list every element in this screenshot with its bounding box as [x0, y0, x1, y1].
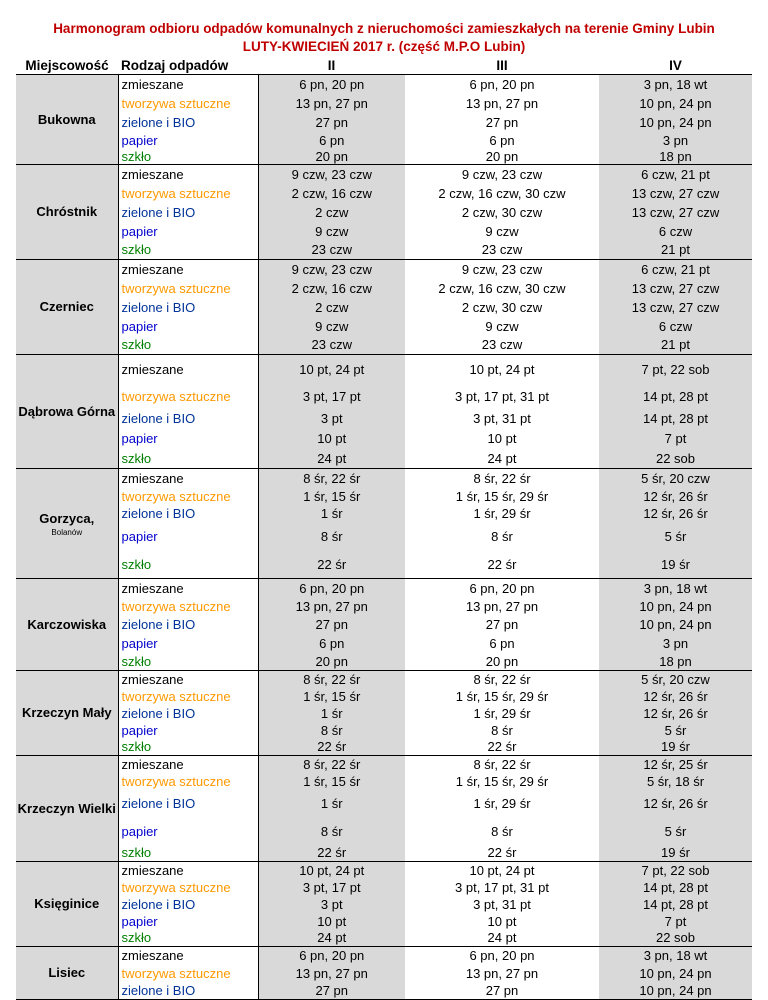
pickup-dates-ii: 3 pt, 17 pt — [258, 385, 405, 409]
table-row — [16, 241, 752, 260]
pickup-dates-iii: 1 śr, 29 śr — [405, 505, 599, 522]
pickup-dates-iii: 3 pt, 17 pt, 31 pt — [405, 385, 599, 409]
pickup-dates-iv: 12 śr, 26 śr — [599, 688, 752, 705]
pickup-dates-iii: 1 śr, 29 śr — [405, 790, 599, 818]
table-row — [16, 616, 752, 634]
pickup-dates-ii: 27 pn — [258, 113, 405, 132]
pickup-dates-ii: 13 pn, 27 pn — [258, 94, 405, 113]
table-row — [16, 598, 752, 616]
pickup-dates-ii: 22 śr — [258, 551, 405, 579]
waste-type: szkło — [118, 845, 258, 862]
table-row — [16, 705, 752, 722]
pickup-dates-iii: 2 czw, 16 czw, 30 czw — [405, 279, 599, 298]
table-row — [16, 298, 752, 317]
table-row — [16, 739, 752, 756]
table-row — [16, 983, 752, 1000]
waste-type: zmieszane — [118, 355, 258, 385]
pickup-dates-iii: 13 pn, 27 pn — [405, 965, 599, 983]
pickup-dates-iv: 5 śr, 20 czw — [599, 671, 752, 688]
waste-type: papier — [118, 818, 258, 845]
pickup-dates-ii: 1 śr, 15 śr — [258, 773, 405, 790]
location-cell — [16, 260, 118, 355]
pickup-dates-iv: 21 pt — [599, 241, 752, 260]
pickup-dates-ii: 24 pt — [258, 449, 405, 469]
pickup-dates-iv: 3 pn, 18 wt — [599, 947, 752, 965]
table-row — [16, 671, 752, 688]
table-row — [16, 260, 752, 279]
pickup-dates-ii: 6 pn, 20 pn — [258, 75, 405, 94]
table-row — [16, 579, 752, 598]
table-row — [16, 818, 752, 845]
table-row — [16, 409, 752, 429]
table-row — [16, 845, 752, 862]
header-location: Miejscowość — [16, 56, 118, 75]
pickup-dates-iv: 10 pn, 24 pn — [599, 113, 752, 132]
location-subname: Bolanów — [51, 527, 83, 537]
pickup-dates-iii: 3 pt, 17 pt, 31 pt — [405, 879, 599, 896]
pickup-dates-iii: 6 pn — [405, 132, 599, 149]
pickup-dates-ii: 10 pt, 24 pt — [258, 862, 405, 879]
table-row — [16, 222, 752, 241]
pickup-dates-ii: 24 pt — [258, 930, 405, 947]
table-row — [16, 94, 752, 113]
pickup-dates-iii: 10 pt — [405, 913, 599, 930]
waste-type: zmieszane — [118, 165, 258, 184]
pickup-dates-iv: 5 śr — [599, 522, 752, 551]
pickup-dates-ii: 8 śr, 22 śr — [258, 469, 405, 488]
pickup-dates-iii: 10 pt, 24 pt — [405, 862, 599, 879]
pickup-dates-ii: 2 czw, 16 czw — [258, 184, 405, 203]
waste-type: szkło — [118, 930, 258, 947]
pickup-dates-iv: 7 pt — [599, 429, 752, 449]
location-name: Lisiec — [48, 965, 86, 980]
waste-type: tworzywa sztuczne — [118, 598, 258, 616]
pickup-dates-ii: 9 czw — [258, 317, 405, 336]
document-title: Harmonogram odbioru odpadów komunalnych z nieruchomości zamieszkałych na terenie Gminy Lubin — [53, 21, 715, 36]
table-row — [16, 654, 752, 671]
location-name: Dąbrowa Górna — [18, 403, 116, 419]
pickup-dates-iv: 21 pt — [599, 336, 752, 355]
table-row — [16, 279, 752, 298]
pickup-dates-iv: 3 pn, 18 wt — [599, 579, 752, 598]
pickup-dates-ii: 10 pt — [258, 429, 405, 449]
table-row — [16, 862, 752, 879]
pickup-dates-iii: 27 pn — [405, 983, 599, 1000]
table-row — [16, 203, 752, 222]
schedule-table — [16, 56, 752, 1000]
location-name: Karczowiska — [27, 616, 107, 632]
location-cell — [16, 469, 118, 579]
pickup-dates-iv: 14 pt, 28 pt — [599, 385, 752, 409]
table-row — [16, 896, 752, 913]
waste-type: tworzywa sztuczne — [118, 385, 258, 409]
pickup-dates-ii: 1 śr — [258, 705, 405, 722]
table-row — [16, 522, 752, 551]
waste-type: tworzywa sztuczne — [118, 279, 258, 298]
waste-type: zmieszane — [118, 756, 258, 773]
waste-type: zielone i BIO — [118, 790, 258, 818]
pickup-dates-iii: 10 pt — [405, 429, 599, 449]
location-name: Czerniec — [39, 299, 94, 314]
pickup-dates-iv: 10 pn, 24 pn — [599, 598, 752, 616]
pickup-dates-ii: 23 czw — [258, 241, 405, 260]
pickup-dates-iii: 8 śr — [405, 818, 599, 845]
waste-type: zmieszane — [118, 862, 258, 879]
table-row — [16, 488, 752, 505]
pickup-dates-iv: 6 czw, 21 pt — [599, 165, 752, 184]
table-row — [16, 429, 752, 449]
pickup-dates-iii: 8 śr — [405, 522, 599, 551]
pickup-dates-iii: 27 pn — [405, 616, 599, 634]
pickup-dates-iv: 6 czw, 21 pt — [599, 260, 752, 279]
header-row — [16, 56, 752, 75]
header-month-iii: III — [405, 56, 599, 75]
pickup-dates-ii: 1 śr, 15 śr — [258, 488, 405, 505]
pickup-dates-iii: 22 śr — [405, 739, 599, 756]
table-row — [16, 688, 752, 705]
pickup-dates-iii: 10 pt, 24 pt — [405, 355, 599, 385]
pickup-dates-ii: 6 pn, 20 pn — [258, 579, 405, 598]
pickup-dates-ii: 6 pn — [258, 132, 405, 149]
pickup-dates-iii: 6 pn — [405, 634, 599, 654]
table-row — [16, 722, 752, 739]
pickup-dates-iii: 22 śr — [405, 551, 599, 579]
waste-type: zielone i BIO — [118, 616, 258, 634]
pickup-dates-iv: 19 śr — [599, 739, 752, 756]
table-row — [16, 317, 752, 336]
pickup-dates-iii: 6 pn, 20 pn — [405, 75, 599, 94]
table-row — [16, 184, 752, 203]
table-row — [16, 947, 752, 965]
pickup-dates-iii: 13 pn, 27 pn — [405, 94, 599, 113]
waste-type: zielone i BIO — [118, 113, 258, 132]
pickup-dates-iii: 6 pn, 20 pn — [405, 947, 599, 965]
waste-type: tworzywa sztuczne — [118, 879, 258, 896]
waste-type: zmieszane — [118, 75, 258, 94]
pickup-dates-iv: 13 czw, 27 czw — [599, 279, 752, 298]
location-cell — [16, 862, 118, 947]
table-row — [16, 336, 752, 355]
location-name: Krzeczyn Wielki — [17, 800, 116, 816]
waste-type: papier — [118, 222, 258, 241]
waste-type: szkło — [118, 149, 258, 165]
location-cell — [16, 165, 118, 260]
waste-type: tworzywa sztuczne — [118, 488, 258, 505]
waste-type: tworzywa sztuczne — [118, 184, 258, 203]
pickup-dates-iii: 23 czw — [405, 336, 599, 355]
pickup-dates-iv: 14 pt, 28 pt — [599, 409, 752, 429]
table-row — [16, 773, 752, 790]
waste-type: szkło — [118, 739, 258, 756]
pickup-dates-iv: 3 pn — [599, 132, 752, 149]
header-waste-type: Rodzaj odpadów — [118, 56, 258, 75]
pickup-dates-iv: 3 pn, 18 wt — [599, 75, 752, 94]
table-row — [16, 355, 752, 385]
waste-type: szkło — [118, 449, 258, 469]
table-row — [16, 469, 752, 488]
table-row — [16, 879, 752, 896]
pickup-dates-iv: 13 czw, 27 czw — [599, 184, 752, 203]
pickup-dates-iv: 5 śr, 18 śr — [599, 773, 752, 790]
table-row — [16, 449, 752, 469]
location-cell — [16, 75, 118, 165]
waste-type: papier — [118, 634, 258, 654]
waste-type: zielone i BIO — [118, 298, 258, 317]
location-name: Gorzyca, — [39, 510, 95, 526]
pickup-dates-iii: 2 czw, 16 czw, 30 czw — [405, 184, 599, 203]
location-name: Chróstnik — [36, 204, 98, 219]
pickup-dates-ii: 8 śr — [258, 818, 405, 845]
pickup-dates-iii: 2 czw, 30 czw — [405, 203, 599, 222]
waste-type: zmieszane — [118, 671, 258, 688]
pickup-dates-ii: 8 śr, 22 śr — [258, 671, 405, 688]
waste-type: zielone i BIO — [118, 705, 258, 722]
pickup-dates-ii: 9 czw, 23 czw — [258, 165, 405, 184]
pickup-dates-iv: 13 czw, 27 czw — [599, 298, 752, 317]
pickup-dates-ii: 1 śr, 15 śr — [258, 688, 405, 705]
pickup-dates-iii: 9 czw, 23 czw — [405, 165, 599, 184]
pickup-dates-ii: 1 śr — [258, 505, 405, 522]
pickup-dates-iv: 12 śr, 26 śr — [599, 505, 752, 522]
pickup-dates-iv: 19 śr — [599, 845, 752, 862]
pickup-dates-iii: 1 śr, 15 śr, 29 śr — [405, 488, 599, 505]
pickup-dates-ii: 10 pt — [258, 913, 405, 930]
waste-type: zielone i BIO — [118, 983, 258, 1000]
pickup-dates-iii: 22 śr — [405, 845, 599, 862]
pickup-dates-iv: 7 pt, 22 sob — [599, 862, 752, 879]
pickup-dates-iii: 8 śr, 22 śr — [405, 469, 599, 488]
waste-type: papier — [118, 429, 258, 449]
pickup-dates-ii: 27 pn — [258, 983, 405, 1000]
table-row — [16, 790, 752, 818]
waste-type: papier — [118, 522, 258, 551]
table-row — [16, 965, 752, 983]
pickup-dates-ii: 2 czw — [258, 203, 405, 222]
pickup-dates-iii: 20 pn — [405, 149, 599, 165]
location-cell — [16, 671, 118, 756]
waste-type: tworzywa sztuczne — [118, 773, 258, 790]
pickup-dates-ii: 20 pn — [258, 654, 405, 671]
waste-type: zmieszane — [118, 260, 258, 279]
pickup-dates-iii: 8 śr — [405, 722, 599, 739]
pickup-dates-iv: 18 pn — [599, 654, 752, 671]
pickup-dates-iii: 8 śr, 22 śr — [405, 756, 599, 773]
pickup-dates-iv: 13 czw, 27 czw — [599, 203, 752, 222]
pickup-dates-iv: 12 śr, 26 śr — [599, 488, 752, 505]
pickup-dates-ii: 9 czw — [258, 222, 405, 241]
waste-type: papier — [118, 722, 258, 739]
waste-type: zmieszane — [118, 947, 258, 965]
table-row — [16, 385, 752, 409]
pickup-dates-iii: 6 pn, 20 pn — [405, 579, 599, 598]
pickup-dates-iv: 18 pn — [599, 149, 752, 165]
pickup-dates-iv: 12 śr, 25 śr — [599, 756, 752, 773]
location-name: Bukowna — [37, 111, 96, 127]
waste-type: papier — [118, 132, 258, 149]
pickup-dates-ii: 22 śr — [258, 739, 405, 756]
pickup-dates-ii: 2 czw, 16 czw — [258, 279, 405, 298]
waste-type: zielone i BIO — [118, 409, 258, 429]
waste-type: szkło — [118, 241, 258, 260]
pickup-dates-iv: 12 śr, 26 śr — [599, 705, 752, 722]
header-month-iv: IV — [599, 56, 752, 75]
pickup-dates-ii: 23 czw — [258, 336, 405, 355]
table-row — [16, 551, 752, 579]
pickup-dates-ii: 9 czw, 23 czw — [258, 260, 405, 279]
pickup-dates-iv: 5 śr, 20 czw — [599, 469, 752, 488]
table-row — [16, 756, 752, 773]
pickup-dates-iv: 14 pt, 28 pt — [599, 879, 752, 896]
pickup-dates-ii: 20 pn — [258, 149, 405, 165]
pickup-dates-ii: 3 pt, 17 pt — [258, 879, 405, 896]
table-row — [16, 132, 752, 149]
waste-type: tworzywa sztuczne — [118, 94, 258, 113]
pickup-dates-ii: 6 pn, 20 pn — [258, 947, 405, 965]
pickup-dates-iv: 7 pt — [599, 913, 752, 930]
pickup-dates-iii: 2 czw, 30 czw — [405, 298, 599, 317]
pickup-dates-iv: 22 sob — [599, 930, 752, 947]
pickup-dates-ii: 13 pn, 27 pn — [258, 598, 405, 616]
pickup-dates-iv: 14 pt, 28 pt — [599, 896, 752, 913]
waste-type: tworzywa sztuczne — [118, 688, 258, 705]
pickup-dates-ii: 13 pn, 27 pn — [258, 965, 405, 983]
waste-type: papier — [118, 913, 258, 930]
pickup-dates-iv: 6 czw — [599, 222, 752, 241]
pickup-dates-iv: 10 pn, 24 pn — [599, 616, 752, 634]
pickup-dates-iv: 5 śr — [599, 818, 752, 845]
pickup-dates-iii: 1 śr, 15 śr, 29 śr — [405, 688, 599, 705]
waste-type: papier — [118, 317, 258, 336]
waste-type: zielone i BIO — [118, 203, 258, 222]
pickup-dates-iii: 1 śr, 15 śr, 29 śr — [405, 773, 599, 790]
table-row — [16, 165, 752, 184]
pickup-dates-iv: 19 śr — [599, 551, 752, 579]
pickup-dates-ii: 22 śr — [258, 845, 405, 862]
table-row — [16, 75, 752, 94]
waste-type: zmieszane — [118, 469, 258, 488]
pickup-dates-iii: 20 pn — [405, 654, 599, 671]
pickup-dates-ii: 10 pt, 24 pt — [258, 355, 405, 385]
location-name: Krzeczyn Mały — [21, 705, 112, 720]
pickup-dates-iv: 12 śr, 26 śr — [599, 790, 752, 818]
table-row — [16, 113, 752, 132]
header-month-ii: II — [258, 56, 405, 75]
waste-type: szkło — [118, 551, 258, 579]
location-cell — [16, 579, 118, 671]
pickup-dates-ii: 8 śr, 22 śr — [258, 756, 405, 773]
waste-type: zielone i BIO — [118, 505, 258, 522]
table-row — [16, 930, 752, 947]
location-cell — [16, 355, 118, 469]
pickup-dates-iii: 9 czw — [405, 317, 599, 336]
pickup-dates-iv: 10 pn, 24 pn — [599, 94, 752, 113]
pickup-dates-ii: 27 pn — [258, 616, 405, 634]
pickup-dates-ii: 6 pn — [258, 634, 405, 654]
pickup-dates-iv: 3 pn — [599, 634, 752, 654]
pickup-dates-iii: 23 czw — [405, 241, 599, 260]
pickup-dates-iii: 3 pt, 31 pt — [405, 409, 599, 429]
table-row — [16, 505, 752, 522]
pickup-dates-iii: 27 pn — [405, 113, 599, 132]
pickup-dates-iv: 5 śr — [599, 722, 752, 739]
pickup-dates-iv: 22 sob — [599, 449, 752, 469]
pickup-dates-iv: 10 pn, 24 pn — [599, 983, 752, 1000]
pickup-dates-ii: 3 pt — [258, 409, 405, 429]
pickup-dates-iii: 8 śr, 22 śr — [405, 671, 599, 688]
pickup-dates-iii: 13 pn, 27 pn — [405, 598, 599, 616]
waste-type: szkło — [118, 654, 258, 671]
pickup-dates-iii: 1 śr, 29 śr — [405, 705, 599, 722]
table-row — [16, 149, 752, 165]
pickup-dates-ii: 8 śr — [258, 722, 405, 739]
pickup-dates-ii: 8 śr — [258, 522, 405, 551]
document-subtitle: LUTY-KWIECIEŃ 2017 r. (część M.P.O Lubin) — [242, 39, 526, 54]
location-name: Księginice — [34, 896, 100, 911]
pickup-dates-iii: 24 pt — [405, 449, 599, 469]
pickup-dates-ii: 1 śr — [258, 790, 405, 818]
pickup-dates-iii: 9 czw — [405, 222, 599, 241]
pickup-dates-iv: 10 pn, 24 pn — [599, 965, 752, 983]
location-cell — [16, 947, 118, 1000]
table-row — [16, 913, 752, 930]
waste-type: zmieszane — [118, 579, 258, 598]
pickup-dates-iv: 7 pt, 22 sob — [599, 355, 752, 385]
pickup-dates-iii: 9 czw, 23 czw — [405, 260, 599, 279]
pickup-dates-iii: 3 pt, 31 pt — [405, 896, 599, 913]
pickup-dates-ii: 2 czw — [258, 298, 405, 317]
pickup-dates-iii: 24 pt — [405, 930, 599, 947]
pickup-dates-ii: 3 pt — [258, 896, 405, 913]
waste-type: tworzywa sztuczne — [118, 965, 258, 983]
waste-type: zielone i BIO — [118, 896, 258, 913]
table-row — [16, 634, 752, 654]
waste-type: szkło — [118, 336, 258, 355]
pickup-dates-iv: 6 czw — [599, 317, 752, 336]
location-cell — [16, 756, 118, 862]
